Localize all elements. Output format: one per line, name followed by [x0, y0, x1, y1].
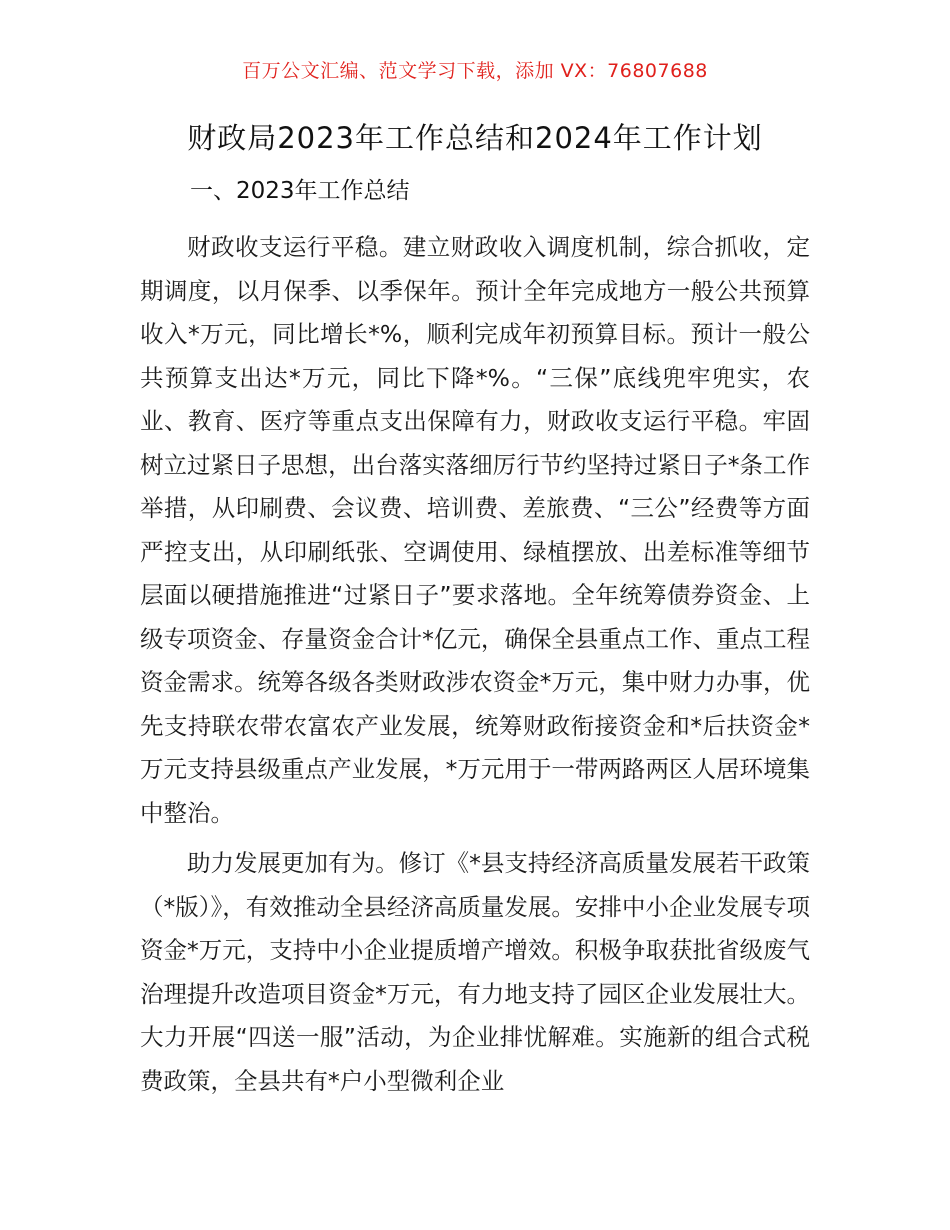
paragraph-development-support: 助力发展更加有为。修订《*县支持经济高质量发展若干政策（*版）》，有效推动全县经济高质量发展。安排中小企业发展专项资金*万元，支持中小企业提质增产增效。积极争取获批省级废气治理提升改造项目资金*万元，有力地支持了园区企业发展壮大。大力开展“四送一服”活动，为企业排忧解难。实施新的组合式税费政策，全县共有*户小型微利企业: [140, 849, 810, 1095]
section-heading: 一、2023年工作总结: [190, 178, 410, 204]
watermark-banner: 百万公文汇编、范文学习下载，添加 VX：76807688: [242, 60, 708, 82]
paragraph-fiscal-revenue: 财政收支运行平稳。建立财政收入调度机制，综合抓收，定期调度，以月保季、以季保年。预计全年完成地方一般公共预算收入*万元，同比增长*%，顺利完成年初预算目标。预计一般公共预算支出达*万元，同比下降*%。“三保”底线兜牢兜实，农业、教育、医疗等重点支出保障有力，财政收支运行平稳。牢固树立过紧日子思想，出台落实落细厉行节约坚持过紧日子*条工作举措，从印刷费、会议费、培训费、差旅费、“三公”经费等方面严控支出，从印刷纸张、空调使用、绿植摆放、出差标准等细节层面以硬措施推进“过紧日子”要求落地。全年统筹债券资金、上级专项资金、存量资金合计*亿元，确保全县重点工作、重点工程资金需求。统筹各级各类财政涉农资金*万元，集中财力办事，优先支持联农带农富农产业发展，统筹财政衔接资金和*后扶资金*万元支持县级重点产业发展，*万元用于一带两路两区人居环境集中整治。: [140, 233, 810, 827]
document-title: 财政局2023年工作总结和2024年工作计划: [187, 121, 763, 155]
